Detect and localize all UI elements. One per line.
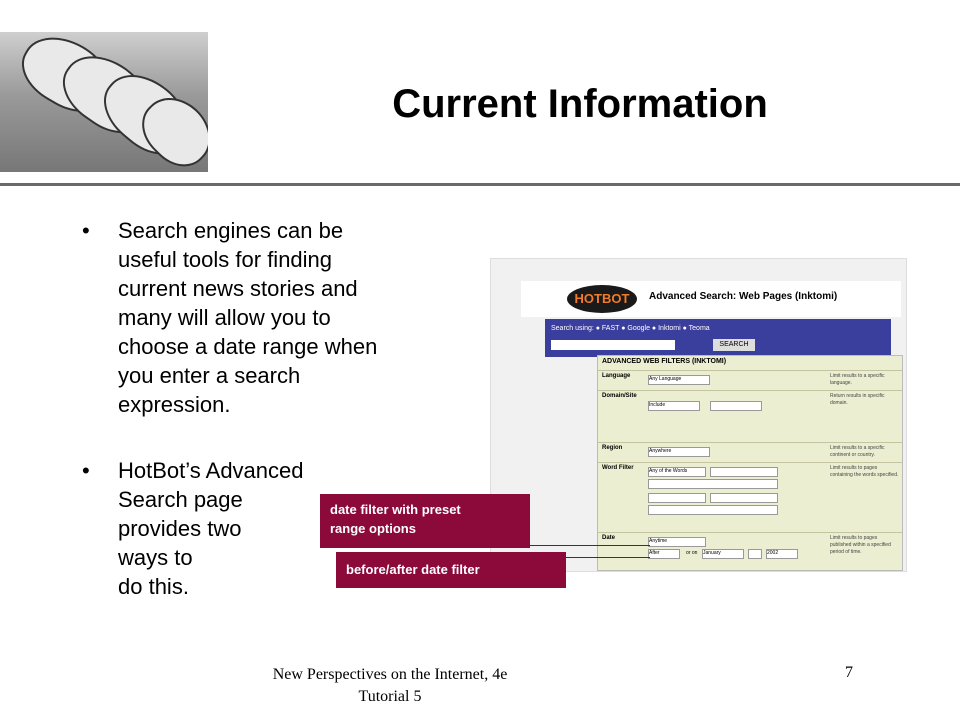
filter-select: Any of the Words <box>648 467 706 477</box>
advanced-filters-panel <box>597 355 903 571</box>
header-divider <box>0 183 960 186</box>
word-input <box>648 505 778 515</box>
filter-row-domain <box>598 390 902 443</box>
hotbot-logo: HOTBOT <box>567 285 637 313</box>
date-after-select: After <box>648 549 680 559</box>
filter-note: Limit results to a specific continent or country. <box>830 445 885 458</box>
footer-course: New Perspectives on the Internet, 4e Tutorial 5 <box>272 666 508 705</box>
bullet-text: HotBot’s Advanced Search page provides two ways to do this. <box>118 458 304 599</box>
date-month-select: January <box>702 549 744 559</box>
bullet-text: Search engines can be useful tools for finding current news stories and many will allow you to choose a date range when you enter a search expression. <box>118 218 378 417</box>
filter-row-word <box>598 462 902 533</box>
filter-note: Limit results to a specific language. <box>830 373 885 386</box>
callout-pointer <box>530 545 650 546</box>
filter-label: Word Filter <box>602 465 634 471</box>
search-input <box>551 340 675 350</box>
filter-row-language <box>598 370 902 391</box>
filter-row-region <box>598 442 902 463</box>
exclude-field <box>710 401 762 411</box>
filter-label: Domain/Site <box>602 393 637 399</box>
bullet-dot: • <box>82 458 90 483</box>
filter-label: Language <box>602 373 631 379</box>
hotbot-screenshot <box>490 258 907 572</box>
panel-title: ADVANCED WEB FILTERS (INKTOMI) <box>602 358 727 365</box>
filter-note: Return results in specific domain. <box>830 393 885 406</box>
search-button: SEARCH <box>713 339 755 351</box>
filter-row-date <box>598 532 902 571</box>
filter-label: Region <box>602 445 623 451</box>
callout-pointer <box>566 557 650 558</box>
surfboards-photo <box>0 32 208 172</box>
hotbot-heading: Advanced Search: Web Pages (Inktomi) <box>649 291 838 302</box>
date-preset-select: Anytime <box>648 537 706 547</box>
page-number: 7 <box>845 664 853 681</box>
bullet-dot: • <box>82 218 90 243</box>
search-bar <box>545 319 891 357</box>
date-on-label: or on <box>686 550 698 556</box>
slide-title: Current Information <box>392 82 768 126</box>
word-input <box>648 479 778 489</box>
search-using-label: Search using: ● FAST ● Google ● Inktomi ● Teoma <box>551 325 710 332</box>
date-year-select: 2002 <box>766 549 798 559</box>
filter-note: Limit results to pages published within a specified period of time. <box>830 535 891 555</box>
filter-note: Limit results to pages containing the words specified. <box>830 465 899 478</box>
filter-select: Anywhere <box>648 447 710 457</box>
filter-select: Include <box>648 401 700 411</box>
callout-before-after-filter: before/after date filter <box>336 552 566 588</box>
date-day-field <box>748 549 762 559</box>
filter-select-location <box>710 493 778 503</box>
filter-label: Date <box>602 535 616 541</box>
callout-preset-date-filter: date filter with preset range options <box>320 494 530 548</box>
bullet-1 <box>82 216 462 426</box>
hotbot-header <box>521 281 901 317</box>
filter-select-location <box>710 467 778 477</box>
filter-select: Any Language <box>648 375 710 385</box>
filter-select <box>648 493 706 503</box>
